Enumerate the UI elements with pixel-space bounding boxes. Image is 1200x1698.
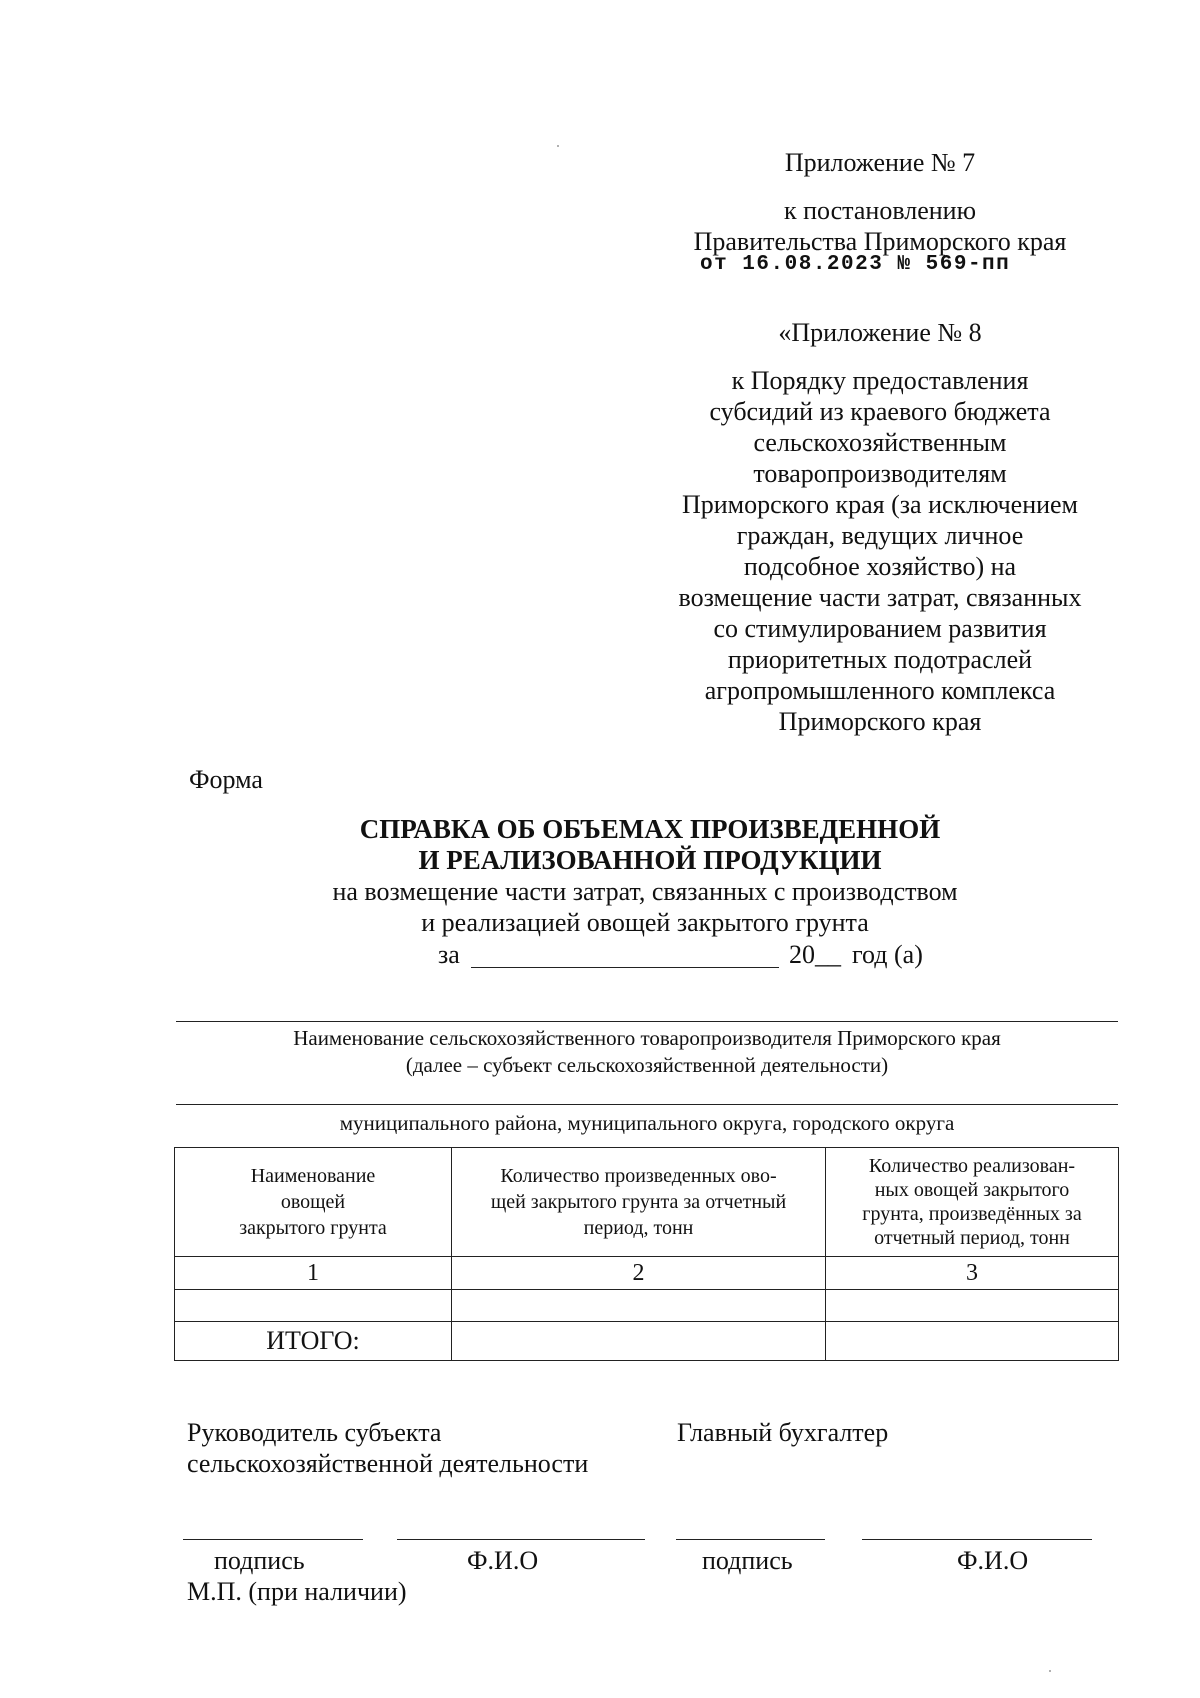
header-text: щей закрытого грунта за отчетный xyxy=(490,1191,787,1213)
total-row xyxy=(175,1322,1119,1361)
producer-caption xyxy=(176,1025,1118,1079)
document-title-line-1: СПРАВКА ОБ ОБЪЕМАХ ПРОИЗВЕДЕННОЙ xyxy=(359,814,941,844)
head-signature-line[interactable] xyxy=(183,1539,363,1540)
resolution-line: к постановлению xyxy=(783,196,977,225)
header-text: Количество реализован- xyxy=(868,1155,1076,1177)
period-suffix: год (а) xyxy=(852,940,923,969)
column-number: 1 xyxy=(175,1257,452,1290)
appendix-number: Приложение № 7 xyxy=(784,148,976,177)
table-cell-sold[interactable] xyxy=(826,1290,1119,1322)
scan-speck xyxy=(1049,1670,1051,1672)
production-table xyxy=(174,1147,1119,1361)
resolution-reference xyxy=(660,195,1100,257)
order-line: подсобное хозяйство) на xyxy=(743,552,1017,581)
document-subtitle-line-1: на возмещение части затрат, связанных с производством xyxy=(332,877,958,906)
head-name-caption: Ф.И.О xyxy=(467,1546,539,1575)
header-text: Наименование xyxy=(250,1165,376,1187)
column-number: 3 xyxy=(826,1257,1119,1290)
scan-speck xyxy=(557,145,559,147)
total-produced-cell[interactable] xyxy=(452,1322,826,1361)
form-label: Форма xyxy=(189,765,263,794)
accountant-name-line[interactable] xyxy=(862,1539,1092,1540)
document-title-line-2: И РЕАЛИЗОВАННОЙ ПРОДУКЦИИ xyxy=(418,845,882,875)
column-number-row xyxy=(175,1257,1119,1290)
order-line: агропромышленного комплекса xyxy=(704,676,1056,705)
total-label: ИТОГО: xyxy=(175,1322,452,1361)
head-name-line[interactable] xyxy=(397,1539,645,1540)
header-text: ных овощей закрытого xyxy=(874,1179,1070,1201)
order-line: Приморского края xyxy=(778,707,982,736)
accountant-title: Главный бухгалтер xyxy=(677,1418,889,1447)
order-line: субсидий из краевого бюджета xyxy=(709,397,1051,426)
producer-caption-line: (далее – субъект сельскохозяйственной деятельности) xyxy=(405,1053,889,1077)
accountant-name-caption: Ф.И.О xyxy=(957,1546,1029,1575)
header-text: закрытого грунта xyxy=(239,1217,387,1239)
order-line: к Порядку предоставления xyxy=(731,366,1029,395)
head-title-line: сельскохозяйственной деятельности xyxy=(187,1449,589,1478)
order-line: Приморского края (за исключением xyxy=(681,490,1079,519)
table-row xyxy=(175,1290,1119,1322)
quoted-appendix: «Приложение № 8 xyxy=(778,318,982,347)
header-produced-quantity xyxy=(452,1148,826,1257)
order-reference xyxy=(660,365,1100,737)
document-subtitle-line-2: и реализацией овощей закрытого грунта xyxy=(421,908,869,937)
district-line[interactable] xyxy=(176,1104,1118,1105)
stamp-label: М.П. (при наличии) xyxy=(187,1577,407,1606)
producer-name-line[interactable] xyxy=(176,1021,1118,1022)
resolution-line: Правительства Приморского края xyxy=(693,227,1067,256)
table-header-row xyxy=(175,1148,1119,1257)
producer-caption-line: Наименование сельскохозяйственного товаропроизводителя Приморского края xyxy=(293,1026,1001,1050)
header-sold-quantity xyxy=(826,1148,1119,1257)
header-text: период, тонн xyxy=(583,1217,694,1239)
table-cell-produced[interactable] xyxy=(452,1290,826,1322)
head-signature-caption: подпись xyxy=(214,1546,305,1575)
header-text: Количество произведенных ово- xyxy=(500,1165,777,1187)
total-sold-cell[interactable] xyxy=(826,1322,1119,1361)
order-line: товаропроизводителям xyxy=(753,459,1007,488)
accountant-signature-caption: подпись xyxy=(702,1546,793,1575)
accountant-signature-line[interactable] xyxy=(676,1539,825,1540)
order-line: со стимулированием развития xyxy=(713,614,1047,643)
order-line: приоритетных подотраслей xyxy=(727,645,1033,674)
header-text: отчетный период, тонн xyxy=(874,1227,1070,1249)
district-caption: муниципального района, муниципального округа, городского округа xyxy=(339,1111,955,1135)
table-cell-vegetable[interactable] xyxy=(175,1290,452,1322)
header-text: овощей xyxy=(280,1191,346,1213)
header-text: грунта, произведённых за xyxy=(862,1203,1082,1225)
header-vegetable-name xyxy=(175,1148,452,1257)
head-title-line: Руководитель субъекта xyxy=(187,1418,442,1447)
order-line: возмещение части затрат, связанных xyxy=(678,583,1082,612)
period-input-line[interactable] xyxy=(471,967,779,968)
period-year: 20__ xyxy=(789,940,841,969)
head-title xyxy=(187,1417,588,1479)
decree-number: от 16.08.2023 № 569-пп xyxy=(700,253,1011,276)
order-line: сельскохозяйственным xyxy=(753,428,1007,457)
column-number: 2 xyxy=(452,1257,826,1290)
period-prefix: за xyxy=(438,940,460,969)
order-line: граждан, ведущих личное xyxy=(736,521,1024,550)
